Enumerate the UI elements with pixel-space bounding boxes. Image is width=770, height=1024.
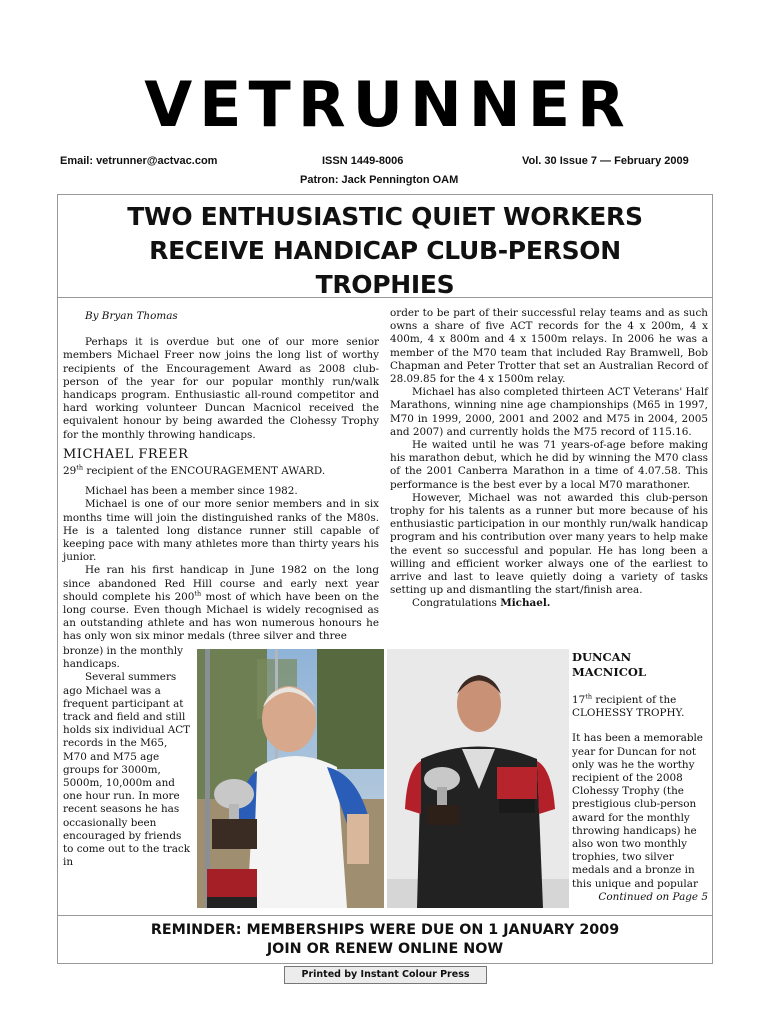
duncan-column: [572, 650, 708, 904]
reminder-line-2[interactable]: JOIN OR RENEW ONLINE NOW: [266, 941, 504, 957]
email-address[interactable]: Email: vetrunner@actvac.com: [60, 155, 218, 167]
masthead-title: VETRUNNER: [144, 68, 632, 141]
byline: By Bryan Thomas: [85, 310, 178, 322]
michael-right-paragraph-4: However, Michael was not awarded this club-person trophy for his talents as a runner but more because of his enthusiastic participation in our monthly run/walk handicap program and his contribution over many years to help make the event so successful and popular. He has long been a willing and efficient worker always one of the earliest to arrive and last to leave quietly doing a variety of tasks setting up and dismantling the start/finish area.: [390, 491, 708, 597]
michael-paragraph-4: Several summers ago Michael was a frequent participant at track and field and still holds six individual ACT records in the M65, M70 and M75 age groups for 3000m, 5000m, 10,000m and one hour run. In more recent seasons he has occasionally been encouraged by friends to come out to the track in: [63, 671, 191, 869]
michael-freer-heading: MICHAEL FREER: [63, 446, 189, 462]
michael-paragraph-3: He ran his first handicap in June 1982 on the long since abandoned Red Hill course and early next year should complete his 200th most of which have been on the long course. Even though Michael is widely recognised as an outstanding athlete and has won numerous honours he has only won six minor medals (three silver and three: [63, 564, 379, 643]
headline: [60, 200, 710, 302]
issn-number: ISSN 1449-8006: [322, 155, 404, 167]
left-column: [63, 310, 379, 644]
duncan-award-line: 17th recipient of the CLOHESSY TROPHY.: [572, 692, 685, 720]
intro-paragraph: Perhaps it is overdue but one of our more senior members Michael Freer now joins the long list of worthy recipients of the Encouragement Award as 2008 club-person of the year for our popular monthly run/walk handicaps program. Enthusiastic all-round competitor and hard working volunteer Duncan Macnicol received the equivalent honour by being awarded the Clohessy Trophy for the monthly throwing handicaps.: [63, 336, 379, 441]
membership-reminder: [60, 921, 710, 959]
michael-award-line: 29th recipient of the ENCOURAGEMENT AWARD.: [63, 463, 326, 478]
footer-divider: [57, 915, 713, 916]
michael-right-paragraph-2: Michael has also completed thirteen ACT Veterans' Half Marathons, winning nine age championships (M65 in 1997, M70 in 1999, 2000, 2001 and 2002 and M75 in 2004, 2005 and 2007) and currently holds the M75 record of 115.16.: [390, 386, 708, 438]
michael-paragraph-3-cont: bronze) in the monthly handicaps.: [63, 645, 184, 671]
headline-line-3: TROPHIES: [315, 270, 455, 299]
continued-link[interactable]: Continued on Page 5: [598, 890, 708, 903]
photo-duncan-macnicol: [387, 649, 569, 908]
printer-credit: Printed by Instant Colour Press: [284, 966, 487, 984]
congratulations-line: Congratulations Michael.: [412, 597, 551, 610]
duncan-heading: DUNCAN MACNICOL: [572, 650, 646, 679]
photo-michael-freer: [197, 649, 384, 908]
michael-right-paragraph-1: order to be part of their successful relay teams and as such owns a share of five ACT records for the 4 x 200m, 4 x 400m, 4 x 800m and 4 x 1500m relays. In 2006 he was a member of the M70 team that included Ray Bramwell, Bob Chapman and Peter Trotter that set an Australian Record of 28.09.85 for the 4 x 1500m relay.: [390, 307, 708, 386]
right-column: [390, 307, 708, 611]
michael-paragraph-2: Michael is one of our more senior members and in six months time will join the distinguished ranks of the M80s. He is a talented long distance runner still capable of keeping pace with many athletes more than thirty years his junior.: [63, 498, 379, 564]
left-narrow-column: [63, 645, 193, 869]
headline-line-2: RECEIVE HANDICAP CLUB-PERSON: [149, 236, 621, 265]
reminder-line-1: REMINDER: MEMBERSHIPS WERE DUE ON 1 JANUARY 2009: [150, 922, 620, 938]
patron-line: Patron: Jack Pennington OAM: [300, 174, 459, 186]
headline-line-1: TWO ENTHUSIASTIC QUIET WORKERS: [127, 202, 643, 231]
michael-paragraph-1: Michael has been a member since 1982.: [85, 485, 298, 498]
michael-right-paragraph-3: He waited until he was 71 years-of-age before making his marathon debut, which he did by winning the M70 class of the 2001 Canberra Marathon in a time of 4.07.58. This performance is the best ever by a local M70 marathoner.: [390, 439, 708, 491]
duncan-paragraph-1: It has been a memorable year for Duncan for not only was he the worthy recipient of the 2008 Clohessy Trophy (the prestigious club-person award for the monthly throwing handicaps) he also won two monthly trophies, two silver medals and a bronze in this unique and popular: [572, 732, 703, 890]
issue-info: Vol. 30 Issue 7 — February 2009: [522, 155, 689, 167]
